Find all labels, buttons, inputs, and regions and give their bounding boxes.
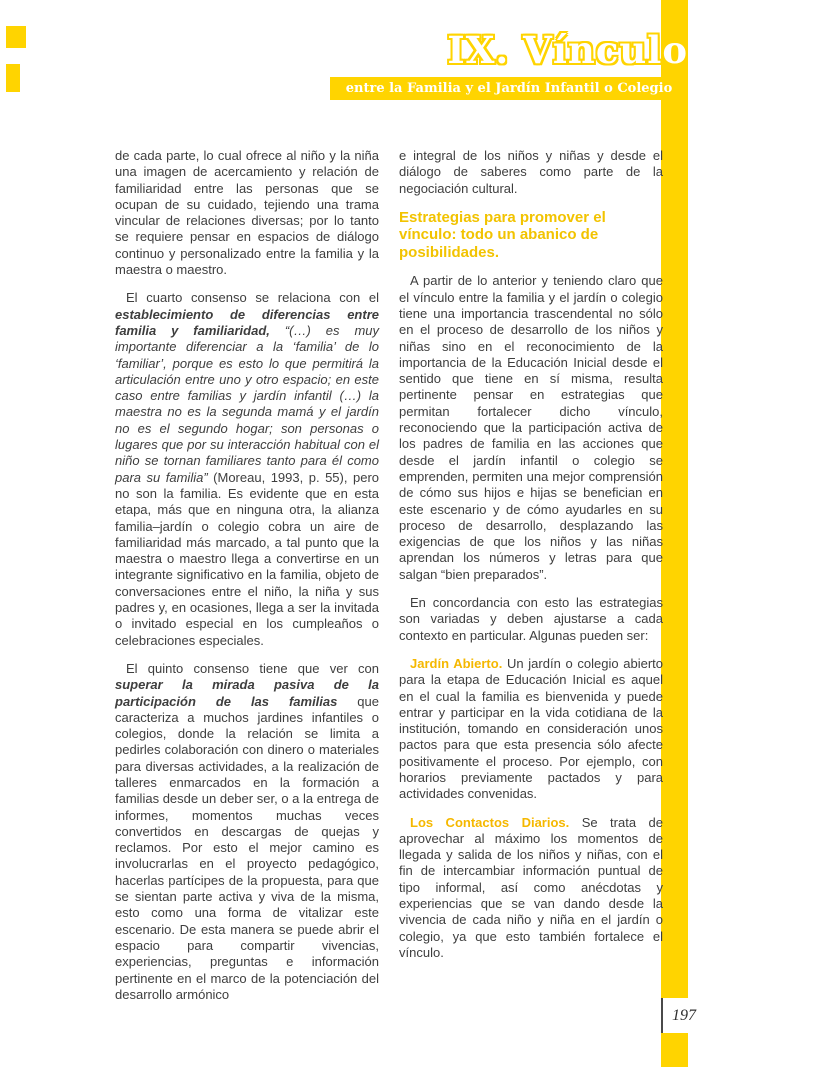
- paragraph: [399, 815, 663, 962]
- paragraph: [115, 148, 379, 278]
- text-run: El quinto consenso tiene que ver con: [126, 660, 379, 676]
- chapter-title: IX. Vínculo: [447, 28, 688, 72]
- text-run: establecimiento de diferencias entre familia y familiaridad,: [115, 306, 379, 338]
- text-run: En concordancia con esto las estrategias son variadas y deben ajustarse a cada contexto en particular. Algunas pueden ser:: [399, 595, 663, 643]
- text-run: Se trata de aprovechar al máximo los momentos de llegada y salida de los niños y niñas, con el fin de intercambiar información puntual de tipo informal, así como anécdotas y experiencias que se van dando desde la vivencia de cada niño y niña en el jardín o colegio, ya que esto también fortalece el vínculo.: [399, 814, 663, 960]
- page-number-text: 197: [672, 1006, 696, 1024]
- paragraph: [115, 661, 379, 1003]
- paragraph: [399, 273, 663, 583]
- decorative-mark-bottom: [6, 64, 20, 92]
- text-run: El cuarto consenso se relaciona con el: [126, 290, 379, 306]
- text-run: Estrategias para promover el vínculo: todo un abanico de posibilidades.: [399, 208, 606, 261]
- text-run: e integral de los niños y niñas y desde el diálogo de saberes como parte de la negociación cultural.: [399, 148, 663, 196]
- paragraph-lead-in: Jardín Abierto.: [410, 655, 507, 671]
- text-run: (Moreau, 1993, p. 55), pero no son la familia. Es evidente que en esta etapa, más que en ninguna otra, la alianza familia–jardín o colegio cobra un aire de familiaridad más marcado, a tal punto que la maestra o maestro llega a convertirse en un integrante significativo en la familia, objeto de conversaciones entre el niño, la niña y sus padres y, en ocasiones, llega a ser la invitada o invitado especial en los cumpleaños o celebraciones especiales.: [115, 469, 380, 648]
- left-column: [115, 148, 379, 1015]
- decorative-mark-top: [6, 26, 26, 48]
- text-run: Un jardín o colegio abierto para la etapa de Educación Inicial es aquel en el cual la familia es bienvenida y puede entrar y participar en la vida cotidiana de la institución, tomando en consideración unos pactos para que esta presencia sólo afecte positivamente el proceso. Por ejemplo, con horarios previamente pactados y para actividades convenidas.: [399, 655, 663, 802]
- side-accent-stripe: [661, 0, 688, 1067]
- paragraph: [399, 656, 663, 803]
- text-run: “(…) es muy importante diferenciar a la ‘familia’ de lo ‘familiar’, porque es esto lo que permitirá la articulación entre uno y otro espacio; en este caso entre familias y jardín infantil (…) la maestra no es la segunda mamá y el jardín no es el segundo hogar; son personas o lugares que por su interacción habitual con el niño se tornan familiares tanto para él como para su familia”: [115, 322, 380, 485]
- paragraph: [115, 290, 379, 649]
- paragraph: [399, 595, 663, 644]
- right-column: [399, 148, 663, 1015]
- page-number: [661, 998, 717, 1033]
- text-run: superar la mirada pasiva de la participación de las familias: [115, 677, 379, 709]
- text-run: de cada parte, lo cual ofrece al niño y la niña una imagen de acercamiento y relación de familiaridad entre las personas que se ocupan de su cuidado, tejiendo una trama vincular de relaciones diversas; por lo tanto se requiere pensar en espacios de diálogo continuo y personalizado entre la familia y la maestra o maestro.: [115, 148, 379, 278]
- paragraph-lead-in: Los Contactos Diarios.: [410, 814, 582, 830]
- text-run: A partir de lo anterior y teniendo claro que el vínculo entre la familia y el jardín o colegio tiene una importancia trascendental no sólo en el proceso de desarrollo de los niños y niñas sino en el reconocimiento de la importancia de la Educación Inicial desde el sentido que tiene en sí misma, resulta pertinente pensar en estrategias que permitan fortalecer dicho vínculo, reconociendo que la participación activa de los padres de familia en las acciones que desde el jardín infantil o colegio se emprenden, permiten una mejor comprensión de cómo sus hijos e hijas se benefician en este escenario y de cómo ayudarles en su proceso de desarrollo, desplazando las exigencias de que los niños y las niñas aprendan los números y letras para que salgan “bien preparados”.: [399, 273, 663, 582]
- section-heading: [399, 209, 615, 262]
- chapter-subtitle-bar: entre la Familia y el Jardín Infantil o Colegio: [330, 77, 688, 100]
- paragraph: [399, 148, 663, 197]
- body-columns: [115, 148, 663, 1015]
- text-run: que caracteriza a muchos jardines infantiles o colegios, donde la relación se limita a pedirles colaboración con dinero o materiales para diversas actividades, a la realización de talleres enmarcados en la formación a familias desde un deber ser, o a la entrega de informes, momentos muchas veces convertidos en descargas de quejas y reclamos. Por esto el mejor camino es involucrarlas en el proyecto pedagógico, hacerlas partícipes de la propuesta, para que se sientan parte activa y viva de la misma, esto como una forma de vitalizar este escenario. De esta manera se puede abrir el espacio para compartir vivencias, experiencias, preguntas e información pertinente en el marco de la potenciación del desarrollo armónico: [115, 693, 379, 1002]
